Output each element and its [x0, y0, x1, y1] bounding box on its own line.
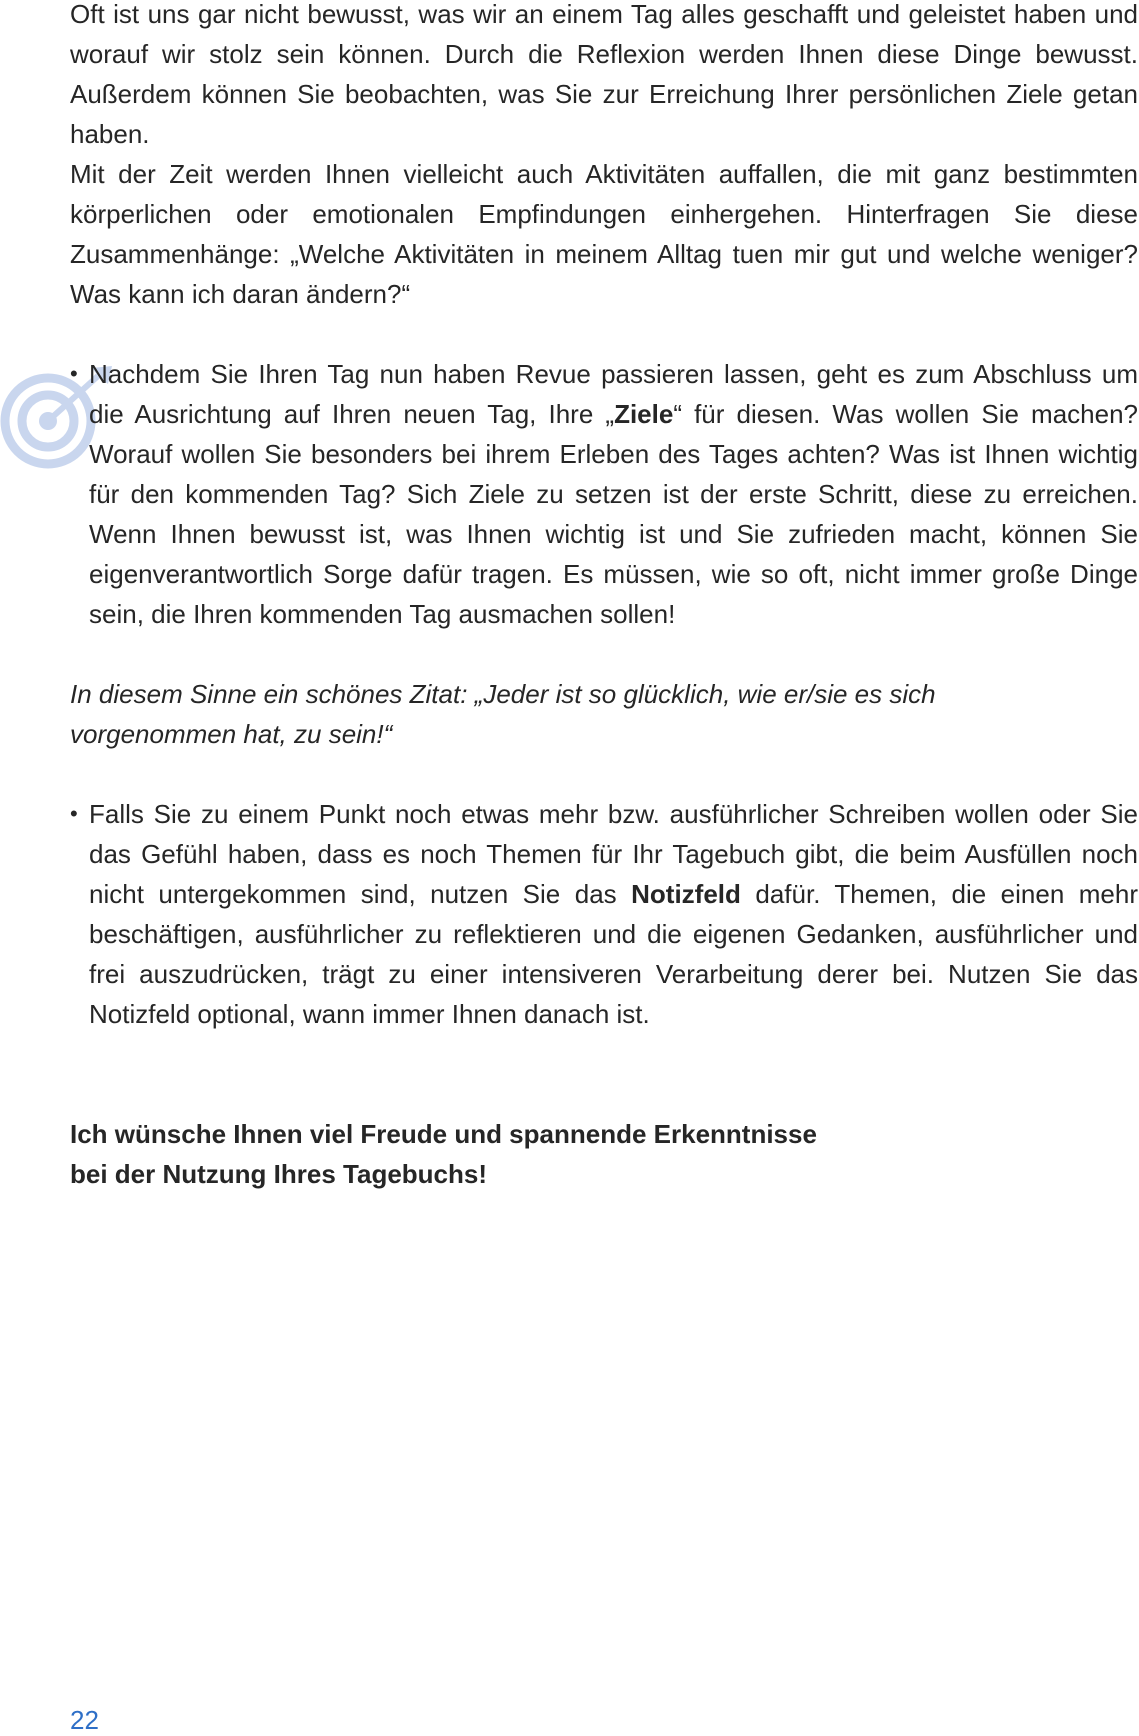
notes-text-before: Falls Sie zu einem Punkt noch etwas mehr bzw. ausführlicher Schreiben wollen oder Sie das Gefühl haben, dass es noch Themen für Ihr Tagebuch gibt, die beim Ausfüllen noch nicht untergekommen sind, nutzen Sie das	[89, 799, 1138, 909]
closing-line-2: bei der Nutzung Ihres Tagebuchs!	[70, 1159, 488, 1189]
page-body	[70, 0, 1138, 1194]
list-item-goals	[70, 354, 1138, 634]
page-number: 22	[70, 1705, 99, 1735]
paragraph-reflection: Oft ist uns gar nicht bewusst, was wir an einem Tag alles geschafft und geleistet haben und worauf wir stolz sein können. Durch die Reflexion werden Ihnen diese Dinge bewusst. Außerdem können Sie beobachten, was Sie zur Erreichung Ihrer persönlichen Ziele getan haben.	[70, 0, 1138, 149]
closing-line-1: Ich wünsche Ihnen viel Freude und spannende Erkenntnisse	[70, 1119, 817, 1149]
goals-text-before: Nachdem Sie Ihren Tag nun haben Revue passieren lassen, geht es zum Abschluss um die Ausrichtung auf Ihren neuen Tag, Ihre „	[89, 359, 1138, 429]
notes-bold-term: Notizfeld	[631, 879, 741, 909]
list-item-notes	[70, 794, 1138, 1034]
goals-bold-term: Ziele	[614, 399, 674, 429]
bullet-marker: •	[70, 801, 78, 826]
bullet-marker: •	[70, 361, 78, 386]
goals-text-after: “ für diesen. Was wollen Sie machen? Worauf wollen Sie besonders bei ihrem Erleben des Tages achten? Was ist Ihnen wichtig für den kommenden Tag? Sich Ziele zu setzen ist der erste Schritt, diese zu erreichen. Wenn Ihnen bewusst ist, was Ihnen wichtig ist und Sie zufrieden macht, können Sie eigenverantwortlich Sorge dafür tragen. Es müssen, wie so oft, nicht immer große Dinge sein, die Ihren kommenden Tag ausmachen sollen!	[89, 399, 1138, 629]
closing-message	[70, 1114, 1138, 1194]
notes-text-after: dafür. Themen, die einen mehr beschäftigen, ausführlicher zu reflektieren und die eigenen Gedanken, ausführlicher und frei auszudrücken, trägt zu einer intensiveren Verarbeitung derer bei. Nutzen Sie das Notizfeld optional, wann immer Ihnen danach ist.	[89, 879, 1138, 1029]
paragraph-activities: Mit der Zeit werden Ihnen vielleicht auch Aktivitäten auffallen, die mit ganz bestimmten körperlichen oder emotionalen Empfindungen einhergehen. Hinterfragen Sie diese Zusammenhänge: „Welche Aktivitäten in meinem Alltag tuen mir gut und welche weniger? Was kann ich daran ändern?“	[70, 159, 1138, 309]
quote-paragraph: In diesem Sinne ein schönes Zitat: „Jeder ist so glücklich, wie er/sie es sich vorgenommen hat, zu sein!“	[70, 679, 936, 749]
